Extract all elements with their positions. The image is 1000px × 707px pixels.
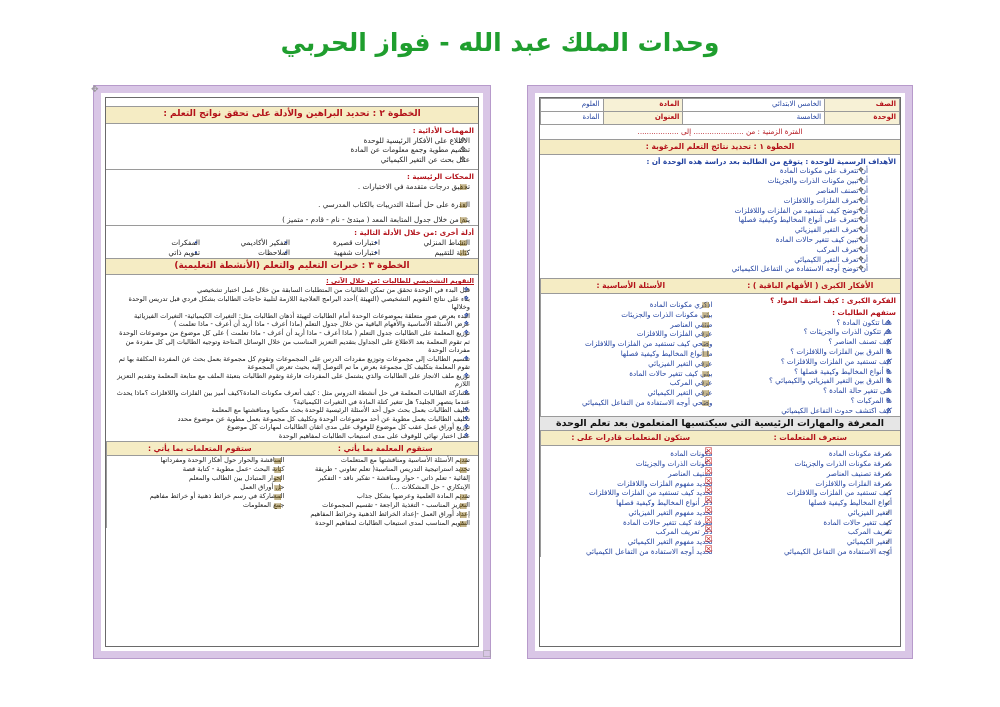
goal-item: ❖ أن تعرف التغير الفيزيائي (546, 225, 870, 235)
will-know-column (721, 431, 901, 557)
document-title: وحدات الملك عبد الله - فواز الحربي (280, 28, 720, 57)
essential-question: ▤ عرفي الفلزات واللافلزات (547, 329, 715, 339)
grade-label: الصف (825, 99, 900, 112)
will-know-item: ✓ أوجه الاستفادة من التفاعل الكيميائي (727, 547, 895, 557)
will-do-item: ☒ تحديد مفهوم الفلزات واللافلزات (547, 479, 715, 489)
criteria-section (106, 170, 478, 226)
learner-item: ▤ المشاركة في رسم خرائط ذهنية أو خرائط مفاهيم (113, 492, 287, 501)
goals-section (540, 155, 900, 280)
teacher-item: ▤ تقديم المادة العلمية وعرضها بشكل جذاب (299, 492, 473, 501)
evidence-item: • التفكير الأكاديمي (202, 238, 292, 248)
will-know-item: ✓ معرفة تصنيف العناصر (727, 469, 895, 479)
understand-item: ❖ مم تتكون الذرات والجزيئات ؟ (727, 327, 895, 337)
will-do-item: ☒ تحديد كيف تستفيد من الفلزات واللافلزات (547, 488, 715, 498)
knowledge-banner: المعرفة والمهارات الرئيسية التي سيكتسبها المتعلمون بعد تعلم الوحدة (540, 417, 900, 432)
activity-step: ❖ تكليف الطالبات بعمل مطوية عن أحد موضوعات الوحدة وتكليف كل مجموعة بعمل مطوية عن موضوع محدد (112, 415, 472, 424)
will-know-title: ستعرف المتعلمات : (721, 431, 901, 446)
learner-item: ▤ كتابة البحث -عمل مطوية - كتابة قصة (113, 465, 287, 474)
activity-step: ❖ تقسيم الطالبات إلى مجموعات وتوزيع مفردات الدرس على المجموعات وتقوم كل مجموعة بعمل بحث عن المفردة المكلفة بها ثم تقوم المعلمة بتكليف كل مجموعة بعرض ما تم التوصل إليه بحيث تعرض المجموعة (112, 355, 472, 372)
will-know-item: ✓ التغير الفيزيائي (727, 508, 895, 518)
learner-item: ▤ الحوار المتبادل بين الطالب والمعلم (113, 474, 287, 483)
criteria-item: ▤ تحقيق درجات متقدمة في الاختبارات . (112, 182, 472, 192)
understand-item: ❖ مما تتكون المادة ؟ (727, 318, 895, 328)
activity-step: ❖ عرض الأسئلة الأساسية والأفهام الباقية من خلال جدول التعلم (ماذا أعرف - ماذا أريد أن أعرف - ماذا تعلمت ) (112, 320, 472, 329)
goal-item: ❖ أن تعرف الفلزات واللافلزات (546, 196, 870, 206)
teacher-item: ▤ تحديد استراتيجية التدريس المناسبة( تعلم تعاوني - طريقة إلقائية - تعلم ذاتي - حوار ومناقشة - تفكير ناقد - التفكير الإبتكاري - حل المشكلات ...) (299, 465, 473, 492)
step1-title: الخطوة ١ : تحديد نتائج التعلم المرغوبة : (540, 140, 900, 155)
will-do-title: ستكون المتعلمات قادرات على : (541, 431, 721, 446)
goal-item: ❖ أن تعرف المركب (546, 245, 870, 255)
will-know-item: ✓ التغير الكيميائي (727, 537, 895, 547)
understand-item: ❖ كيف تستفيد من الفلزات واللافلزات ؟ (727, 357, 895, 367)
unit-value: الخامسة (683, 112, 825, 125)
essential-question: ▤ بيني كيف تتغير حالات المادة (547, 369, 715, 379)
unit-label: الوحدة (825, 112, 900, 125)
grade-value: الخامس الابتدائي (683, 99, 825, 112)
evidence-item: • اختبارات شفهية (292, 248, 382, 258)
goal-item: ❖ أن تصنف العناصر (546, 186, 870, 196)
big-ideas-questions (540, 279, 900, 416)
activity-step: ❖ عمل اختبار نهائي للوقوف على مدى استيعاب الطالبات لمفاهيم الوحدة (112, 432, 472, 441)
will-know-item: ✓ تعريف المركب (727, 527, 895, 537)
task-item: ❖ عمل بحث عن التغير الكيميائي (112, 155, 472, 165)
resize-handle-icon[interactable]: □ (482, 649, 491, 659)
will-know-item: ✓ معرفة مكونات الذرات والجزيئات (727, 459, 895, 469)
essential-question: ▤ اذكري مكونات المادة (547, 300, 715, 310)
learners-column (106, 442, 293, 528)
essential-questions-title: الأسئلة الأساسية : (541, 279, 721, 294)
will-do-item: ☒ معرفة كيف تتغير حالات المادة (547, 518, 715, 528)
big-idea-text: الفكرة الكبرى : كيف أصنف المواد ؟ (770, 295, 896, 305)
move-handle-icon[interactable]: ✥ (91, 85, 99, 95)
right-sheet (539, 97, 901, 647)
essential-question: ▤ بيني مكونات الذرات والجزيئات (547, 310, 715, 320)
evidence-item: • تقويم ذاتي (112, 248, 202, 258)
tasks-label: المهمات الأدائية : (412, 125, 474, 135)
understand-item: ❖ ما الفرق بين الفلزات واللافلزات ؟ (727, 347, 895, 357)
will-know-item: ✓ كيف تتغير حالات المادة (727, 518, 895, 528)
goal-item: ❖ أن توضح أوجه الاستفادة من التفاعل الكيميائي (546, 264, 870, 274)
big-ideas-column (721, 279, 901, 415)
activity-step: ❖ مشاركة الطالبات المعلمة في حل أنشطة الدروس مثل : كيف أتعرف مكونات المادة؟كيف أميز بين الفلزات واللافلزات ؟ماذا يحدث عندما يتصهر الجليد؟ هل تتغير كتلة المادة في التغيرات الكيميائية؟ (112, 389, 472, 406)
goal-item: ❖ أن توضح كيف تستفيد من الفلزات واللافلزات (546, 206, 870, 216)
goal-item: ❖ أن تبين كيف تتغير حالات المادة (546, 235, 870, 245)
essential-question: ▤ وضحي كيف تستفيد من الفلزات واللافلزات (547, 339, 715, 349)
goals-intro: الأهداف الرسمية للوحدة : يتوقع من الطالبة بعد دراسة هذه الوحدة أن : (646, 156, 896, 166)
goal-item: ❖ أن تعرف التغير الكيميائي (546, 255, 870, 265)
activity-step: ❖ البدء بعرض صور متعلقة بموضوعات الوحدة أمام الطالبات لتهيئة أذهان الطالبات مثل: التغيرات الكيميائية- التغيرات الفيزيائية (112, 312, 472, 321)
understand-item: ❖ ما المركبات ؟ (727, 396, 895, 406)
teacher-item: ▤ التعزيز المناسب - التغذية الراجعة - تقسيم المجموعات (299, 501, 473, 510)
will-do-item: ☒ ذكر تعريف المركب (547, 527, 715, 537)
roles-section (106, 442, 478, 528)
will-know-item: ✓ أنواع المخاليط وكيفية فصلها (727, 498, 895, 508)
goal-item: ❖ أن تتعرف على أنواع المخاليط وكيفية فصلها (546, 215, 870, 225)
learner-item: ▤ حل أوراق العمل (113, 483, 287, 492)
activities-section (106, 275, 478, 441)
essential-question: ▤ صنفي العناصر (547, 320, 715, 330)
unit-header-table (540, 98, 900, 125)
evidence-item: • المفكرات (112, 238, 202, 248)
understand-item: ❖ كيف تصنف العناصر ؟ (727, 337, 895, 347)
will-do-item: ☒ تحديد أوجه الاستفادة من التفاعل الكيميائي (547, 547, 715, 557)
will-know-item: ✓ معرفة مكونات المادة (727, 449, 895, 459)
criteria-label: المحكات الرئيسية : (406, 171, 474, 181)
tasks-section (106, 124, 478, 170)
evidence-item: ▤ كتابة للتقييم (382, 248, 472, 258)
understand-item: ❖ ما أنواع المخاليط وكيفية فصلها ؟ (727, 367, 895, 377)
learners-title: ستقوم المتعلمات بما يأتي : (107, 442, 293, 456)
goal-item: ❖ أن تتعرف على مكونات المادة (546, 166, 870, 176)
criteria-item: ▤ القدرة على حل أسئلة التدريبات بالكتاب المدرسي . (112, 200, 472, 210)
other-evidence-section (106, 226, 478, 258)
teacher-item: ▤ تقديم الأسئلة الأساسية ومناقشتها مع المتعلمات (299, 456, 473, 465)
page-left (91, 85, 491, 659)
step3-title: الخطوة ٣ : خبرات التعليم والتعلم (الأنشطة التعليمية) (106, 259, 478, 276)
task-item: ❖ الاطلاع على الأفكار الرئيسية للوحدة (112, 136, 472, 146)
learner-item: ▤ جمع المعلومات (113, 501, 287, 510)
big-ideas-title: الأفكار الكبرى ( الأفهام الباقية ) : (721, 279, 901, 294)
left-sheet (105, 97, 479, 647)
subject-value: العلوم (541, 99, 604, 112)
will-know-item: ✓ معرفة الفلزات واللافلزات (727, 479, 895, 489)
will-do-item: ☒ مكونات الذرات والجزيئات (547, 459, 715, 469)
understand-label: ستفهم الطالبات : (832, 307, 896, 317)
activity-step: ❖ تكليف الطالبات بعمل بحث حول أحد الأسئلة الرئيسية للوحدة بحث مكتوبا ومناقشتها مع المعلمة (112, 406, 472, 415)
other-evidence-label: أدلة أخرى :من خلال الأدلة التالية : (354, 228, 474, 238)
will-do-item: ☒ مكونات المادة (547, 449, 715, 459)
topic-label: العنوان (603, 112, 683, 125)
activity-step: ❖ توزيع أوراق عمل عقب كل موضوع للوقوف على مدى اتقان الطالبات لمهارات كل موضوع (112, 423, 472, 432)
evidence-item: • الملاحظات (202, 248, 292, 258)
essential-question: ▤ ما أنواع المخاليط وكيفية فصلها (547, 349, 715, 359)
will-do-item: ☒ ذكر أنواع المخاليط وكيفية فصلها (547, 498, 715, 508)
teacher-title: ستقوم المعلمة بما يأتي : (293, 442, 479, 456)
essential-question: ▤ عرفي التغير الكيميائي (547, 388, 715, 398)
evidence-item: ▤ النشاط المنزلي (382, 238, 472, 248)
task-item: ❖ تصميم مطوية وجمع معلومات عن المادة (112, 145, 472, 155)
will-do-item: ☒ تصنيف العناصر (547, 469, 715, 479)
will-know-item: ✓ كيف تستفيد من الفلزات واللافلزات (727, 488, 895, 498)
will-do-item: ☒ تحديد مفهوم التغير الكيميائي (547, 537, 715, 547)
knowledge-skills (540, 431, 900, 557)
understand-item: ❖ ما الفرق بين التغير الفيزيائي والكيميائي ؟ (727, 376, 895, 386)
essential-question: ▤ وضحي أوجه الاستفادة من التفاعل الكيميائي (547, 398, 715, 408)
criteria-item: ▤ يتم من خلال جدول المتابعة المعد ( مبتدئ - نام - قادم - متميز ) (112, 215, 472, 225)
activity-step: ❖ بناء على نتائج التقويم التشخيصي (التهيئة )أحدد البرامج العلاجية اللازمة لتلبية حاجات الطالبات بشكل فردي قبل تدريس الوحدة وخلالها (112, 295, 472, 312)
learner-item: ▤ المناقشة والحوار حول أفكار الوحدة ومفرداتها (113, 456, 287, 465)
understand-item: ❖ كيف اكتشف حدوث التفاعل الكيميائي (727, 406, 895, 416)
activity-step: ❖ توزيع ملف الانجاز على الطالبات والذي يشتمل على المفردات فارغة وتقوم الطالبات بتعبئة الملف مع متابعة المعلمة وتقديم التعزيز اللازم (112, 372, 472, 389)
will-do-column (540, 431, 721, 557)
page-right (528, 86, 912, 658)
activity-step: ❖ قبل البدء في الوحدة تحقق من تمكن الطالبات من المتطلبات السابقة من خلال عمل اختبار تشخيصي (112, 286, 472, 295)
teacher-column (293, 442, 479, 528)
evidence-item: • اختبارات قصيرة (292, 238, 382, 248)
goal-item: ❖ أن تبين مكونات الذرات والجزيئات (546, 176, 870, 186)
essential-questions-column (540, 279, 721, 415)
understand-item: ❖ متى تتغير حالة المادة ؟ (727, 386, 895, 396)
will-do-item: ☒ تحديد مفهوم التغير الفيزيائي (547, 508, 715, 518)
diagnostic-label: التقويم التشخيصي للطالبات :من خلال الآتي : (326, 277, 474, 286)
essential-question: ▤ عرفي التغير الفيزيائي (547, 359, 715, 369)
teacher-item: ▤ التقويم المناسب لمدى استيعاب الطالبات لمفاهيم الوحدة (299, 519, 473, 528)
activity-step: ❖ توزيع المعلمة على الطالبات جدول التعلم ( ماذا أعرف - ماذا أريد أن أعرف - ماذا تعلمت ) على كل موضوع من موضوعات الوحدة ثم تقوم المعلمة بعد الاطلاع على الجداول بتقديم التعزيز المناسب من خلال الوسائل المتاحة وتوجيه الطالبات إلى كل مفردة من مفردات الوحدة (112, 329, 472, 355)
subject-label: المادة (603, 99, 683, 112)
topic-value: المادة (541, 112, 604, 125)
time-range: الفترة الزمنية : من ...................... إلى .................. (540, 125, 900, 140)
essential-question: ▤ عرفي المركب (547, 378, 715, 388)
teacher-item: ▤ إعداد أوراق العمل -إعداد الخرائط الذهنية وخرائط المفاهيم (299, 510, 473, 519)
step2-title: الخطوة ٢ : تحديد البراهين والأدلة على تحقق نواتج التعلم : (106, 106, 478, 124)
